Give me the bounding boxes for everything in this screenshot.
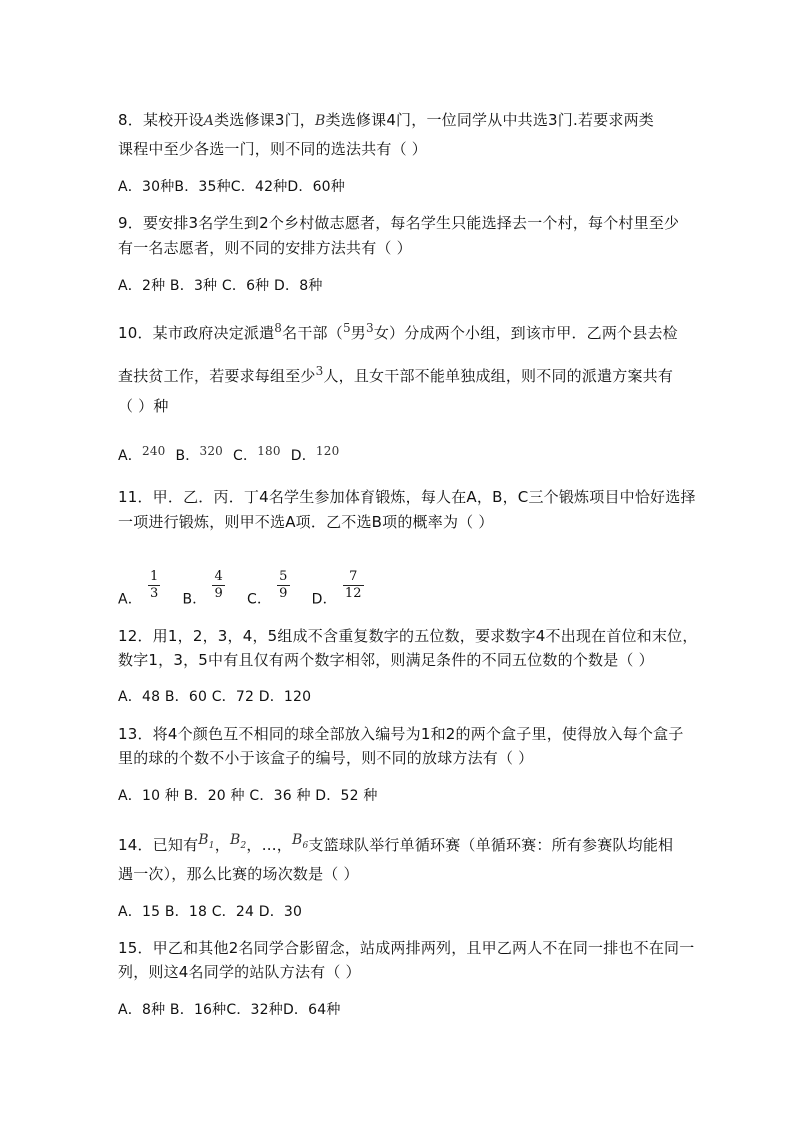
q14-b1-letter: B	[198, 832, 209, 848]
q11-b-denominator: 9	[214, 586, 223, 601]
q11-opt-b-label: B．	[182, 591, 207, 608]
q14-b6-letter: B	[291, 832, 303, 848]
q11-opt-c-fraction	[277, 569, 289, 602]
q10-opt-b-label: B．	[175, 448, 200, 464]
q13-line-1: 13．将4个颜色互不相同的球全部放入编号为1和2的两个盒子里，使得放入每个盒子	[118, 725, 684, 743]
q11-opt-b-fraction	[212, 569, 224, 602]
q11-line-1: 11．甲．乙．丙．丁4名学生参加体育锻炼，每人在A，B，C三个锻炼项目中恰好选择	[118, 488, 696, 506]
q14-text-b: 支篮球队举行单循环赛（单循环赛：所有参赛队均能相	[308, 836, 674, 854]
q11-b-numerator: 4	[214, 569, 223, 584]
q10-opt-b-value: 320	[199, 444, 224, 458]
q11-d-numerator: 7	[343, 569, 364, 586]
q14-b6-subscript: 6	[302, 841, 309, 851]
q13-line-2: 里的球的个数不小于该盒子的编号，则不同的放球方法有（ ）	[118, 749, 534, 767]
q11-d-denominator: 12	[344, 586, 362, 601]
q10-text-e: 查扶贫工作，若要求每组至少	[118, 367, 316, 385]
q11-opt-d-label: D．	[311, 591, 337, 608]
q15-line-2: 列，则这4名同学的站队方法有（ ）	[118, 963, 361, 981]
q11-a-denominator: 3	[149, 586, 159, 601]
q10-text-f: 人，且女干部不能单独成组，则不同的派遣方案共有	[323, 367, 674, 385]
q10-opt-a-value: 240	[141, 444, 166, 458]
q10-line-3: （ ）种	[118, 397, 169, 415]
q9-line-2: 有一名志愿者，则不同的安排方法共有（ ）	[118, 239, 412, 257]
q10-opt-d-label: D．	[290, 448, 316, 464]
q14-options: A．15 B．18 C．24 D．30	[118, 904, 303, 920]
q11-a-numerator: 1	[149, 569, 159, 584]
q8-text-b: 类选修课3门，	[214, 111, 316, 129]
q10-num-3b: 3	[315, 364, 324, 378]
q11-c-numerator: 5	[279, 569, 288, 584]
q8-text-a: 8．某校开设	[118, 111, 204, 129]
q12-options: A．48 B．60 C．72 D．120	[118, 689, 312, 705]
q9-options: A．2种 B．3种 C．6种 D．8种	[118, 278, 323, 294]
q10-opt-c-value: 180	[257, 444, 281, 458]
q10-opt-c-label: C．	[233, 448, 258, 464]
q8-line-1	[118, 110, 654, 131]
q8-text-c: 类选修课4门，一位同学从中共选3门.若要求两类	[325, 111, 654, 129]
q10-opt-d-value: 120	[315, 444, 340, 458]
q11-opt-a-fraction	[148, 569, 160, 602]
q10-num-8: 8	[274, 321, 283, 335]
q11-opt-a-label: A．	[118, 591, 142, 608]
q10-text-a: 10．某市政府决定派遣	[118, 324, 275, 342]
q10-text-c: 男	[350, 324, 366, 342]
q15-options: A．8种 B．16种C．32种D．64种	[118, 1002, 341, 1018]
q10-opt-a-label: A．	[118, 448, 142, 464]
q14-b2-subscript: 2	[240, 841, 247, 851]
q10-options	[118, 446, 339, 466]
q15-line-1: 15．甲乙和其他2名同学合影留念，站成两排两列，且甲乙两人不在同一排也不在同一	[118, 939, 695, 957]
q10-text-b: 名干部（	[282, 324, 343, 342]
q11-line-2: 一项进行锻炼，则甲不选A项．乙不选B项的概率为（ ）	[118, 513, 494, 531]
q10-text-d: 女）分成两个小组，到该市甲．乙两个县去检	[373, 324, 678, 342]
q13-options: A．10 种 B．20 种 C．36 种 D．52 种	[118, 788, 378, 804]
q14-line-2: 遇一次），那么比赛的场次数是（ ）	[118, 865, 359, 883]
q14-b2	[229, 832, 247, 851]
q10-line-2	[118, 366, 673, 387]
q8-line-2: 课程中至少各选一门，则不同的选法共有（ ）	[118, 140, 427, 158]
q14-b6	[291, 832, 309, 851]
q11-opt-d-fraction	[343, 569, 364, 602]
q11-options	[118, 569, 386, 616]
q14-line-1	[118, 832, 674, 858]
q10-line-1	[118, 323, 678, 344]
q11-c-denominator: 9	[279, 586, 288, 601]
q14-b1	[198, 832, 215, 851]
q12-line-1: 12．用1，2，3，4，5组成不含重复数字的五位数，要求数字4不出现在首位和末位，	[118, 627, 698, 645]
q12-line-2: 数字1，3，5中有且仅有两个数字相邻，则满足条件的不同五位数的个数是（ ）	[118, 651, 654, 669]
q14-sep-1: ，	[214, 836, 230, 854]
q14-text-a: 14．已知有	[118, 836, 199, 854]
q14-b1-subscript: 1	[208, 841, 215, 851]
q9-line-1: 9．要安排3名学生到2个乡村做志愿者，每名学生只能选择去一个村，每个村里至少	[118, 214, 680, 232]
q14-sep-2: ，…，	[246, 836, 292, 854]
q10-num-5: 5	[342, 321, 351, 335]
q10-num-3: 3	[366, 321, 374, 335]
q11-opt-c-label: C．	[246, 591, 272, 608]
q8-options: A．30种B．35种C．42种D．60种	[118, 179, 345, 195]
q14-b2-letter: B	[229, 832, 241, 848]
q8-var-a: A	[203, 113, 215, 129]
q8-var-b: B	[315, 113, 326, 129]
